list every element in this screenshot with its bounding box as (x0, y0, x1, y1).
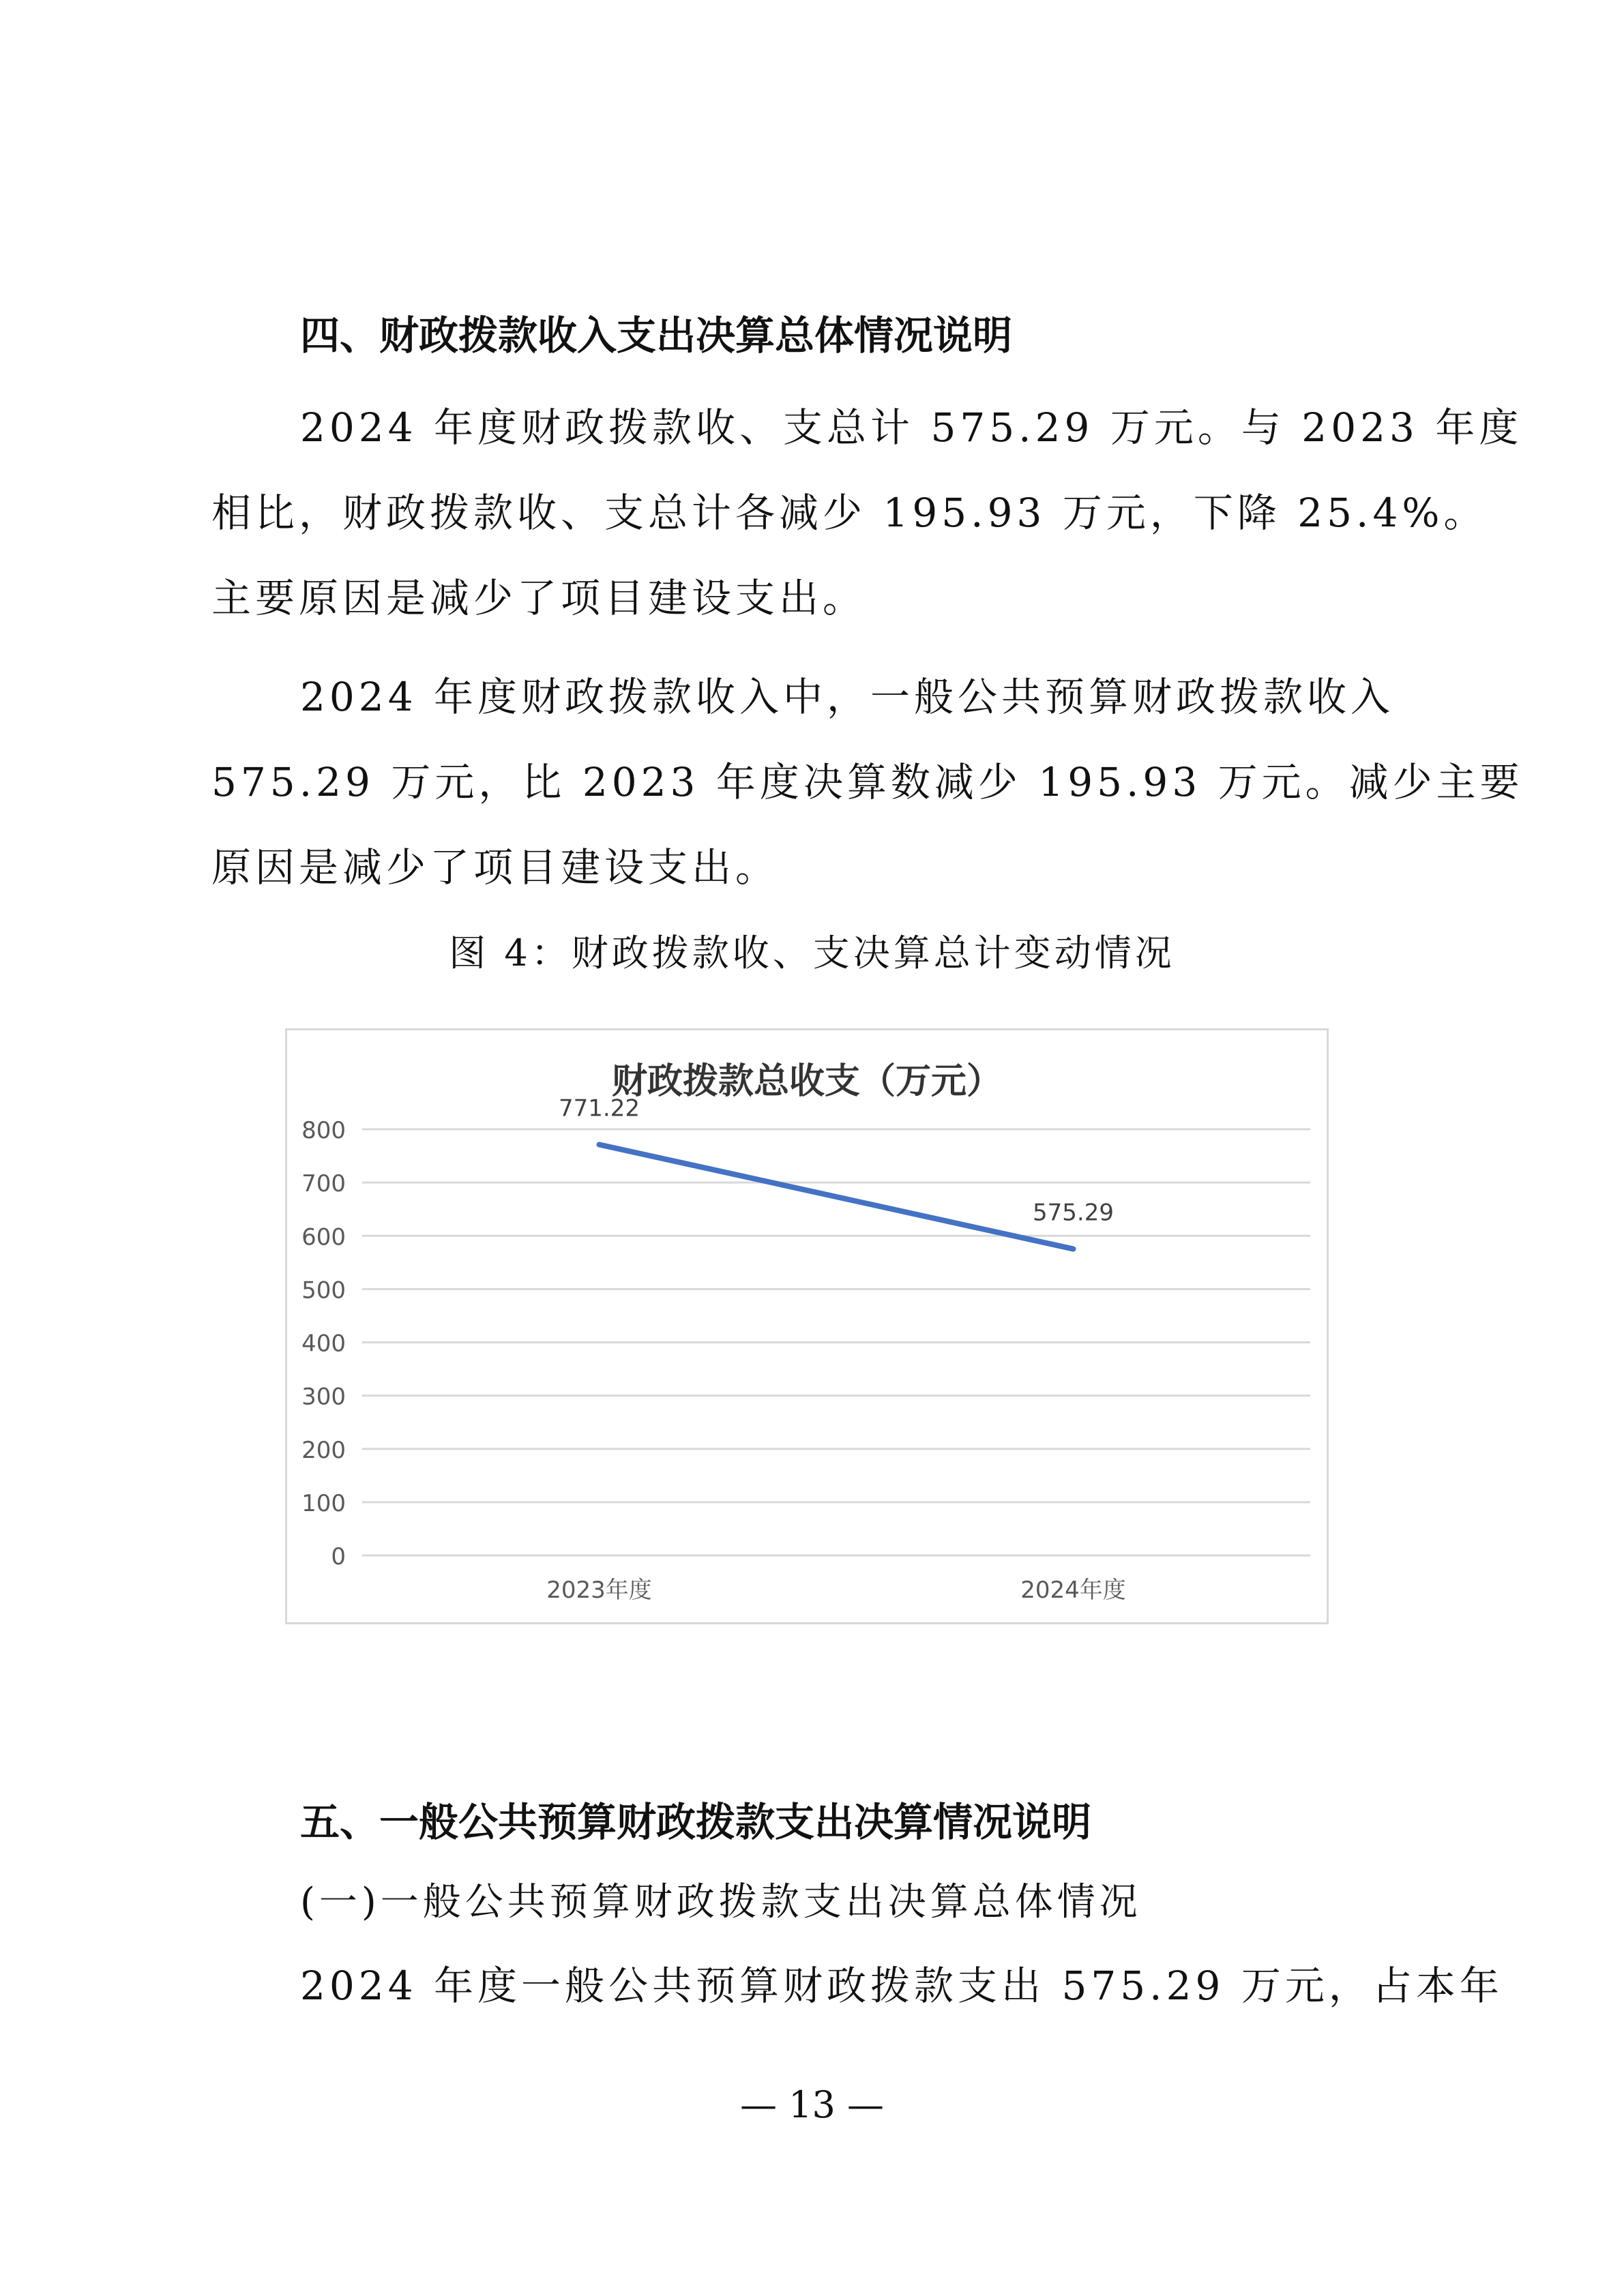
line-chart (287, 1030, 1327, 1622)
chart-title: 财政拨款总收支（万元） (611, 1061, 1003, 1102)
paragraph-line: 2024 年度一般公共预算财政拨款支出 575.29 万元，占本年 (300, 1963, 1503, 2009)
section-4-heading: 四、财政拨款收入支出决算总体情况说明 (300, 312, 1013, 359)
paragraph-line: 原因是减少了项目建设支出。 (211, 844, 780, 891)
y-tick-label: 800 (301, 1117, 346, 1144)
data-label: 771.22 (559, 1094, 640, 1122)
section-5-subheading: (一)一般公共预算财政拨款支出决算总体情况 (300, 1880, 1142, 1924)
data-label: 575.29 (1033, 1199, 1114, 1227)
figure-caption: 图 4：财政拨款收、支决算总计变动情况 (449, 931, 1175, 974)
paragraph-line: 2024 年度财政拨款收入中，一般公共预算财政拨款收入 (300, 674, 1395, 720)
y-tick-label: 700 (301, 1170, 346, 1198)
paragraph-line: 575.29 万元，比 2023 年度决算数减少 195.93 万元。减少主要 (211, 759, 1524, 805)
paragraph-line: 相比，财政拨款收、支总计各减少 195.93 万元，下降 25.4%。 (211, 490, 1488, 536)
y-tick-label: 300 (301, 1383, 346, 1411)
y-tick-label: 600 (301, 1223, 346, 1251)
page-number: — 13 — (739, 2083, 885, 2126)
y-tick-label: 500 (301, 1277, 346, 1304)
y-tick-label: 400 (301, 1330, 346, 1358)
series-line (600, 1144, 1074, 1249)
y-tick-label: 0 (331, 1543, 346, 1570)
paragraph-line: 2024 年度财政拨款收、支总计 575.29 万元。与 2023 年度 (300, 404, 1523, 451)
y-tick-label: 200 (301, 1436, 346, 1464)
x-tick-label: 2024年度 (1020, 1577, 1126, 1604)
y-tick-label: 100 (301, 1489, 346, 1517)
x-tick-label: 2023年度 (546, 1577, 652, 1604)
section-5-heading: 五、一般公共预算财政拨款支出决算情况说明 (300, 1799, 1092, 1845)
paragraph-line: 主要原因是减少了项目建设支出。 (211, 575, 867, 621)
chart-container (285, 1028, 1329, 1624)
